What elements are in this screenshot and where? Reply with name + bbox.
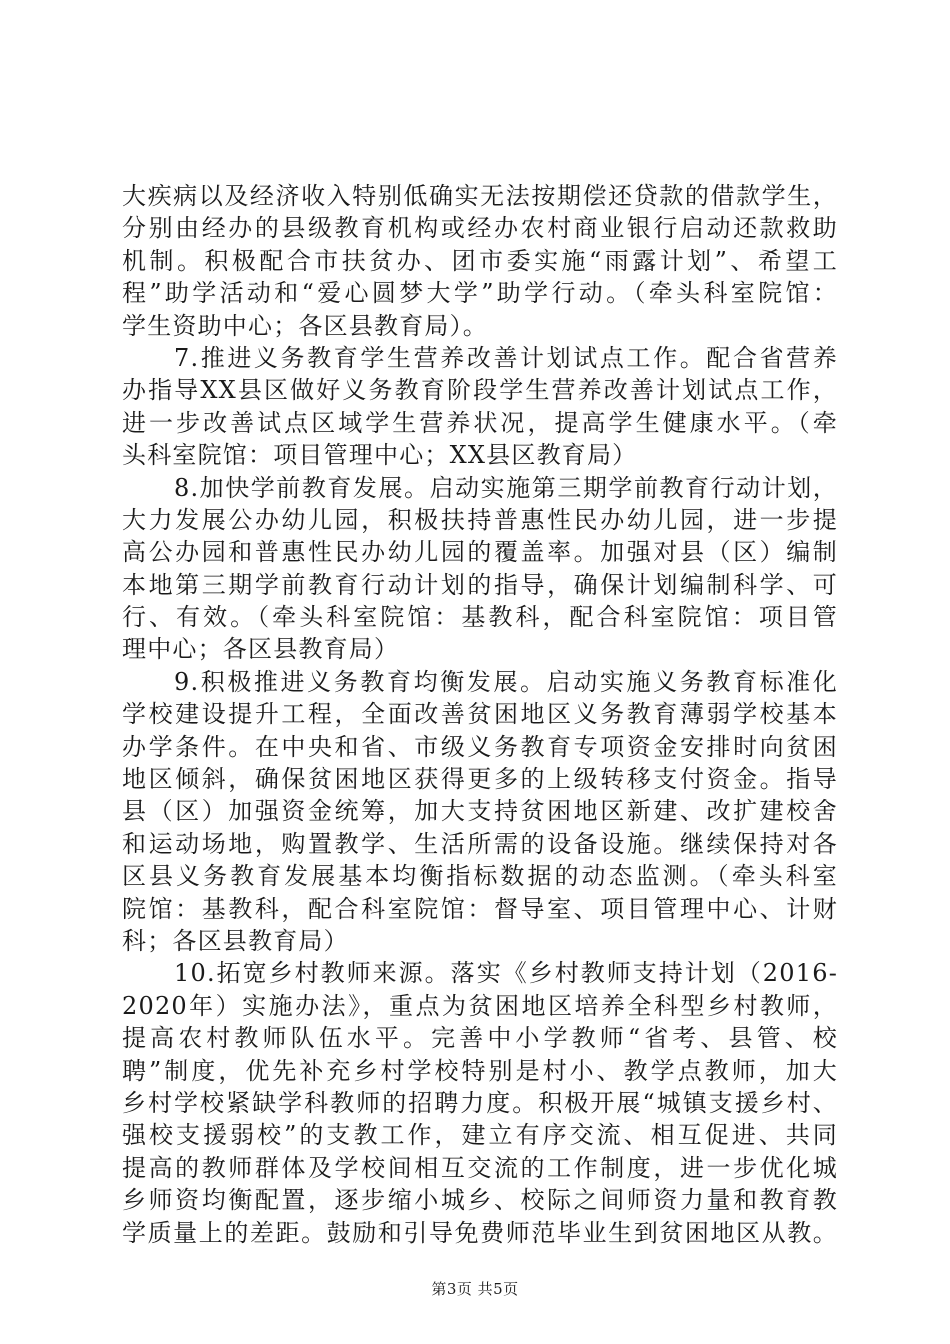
text-line: 和运动场地，购置教学、生活所需的设备设施。继续保持对各 [122,829,838,858]
text-line: 区县义务教育发展基本均衡指标数据的动态监测。（牵头科室 [122,862,838,891]
text-line: 进一步改善试点区域学生营养状况，提高学生健康水平。（牵 [122,408,838,437]
text-line: 学质量上的差距。鼓励和引导免费师范毕业生到贫困地区从教。 [122,1218,838,1247]
text-line: 地区倾斜，确保贫困地区获得更多的上级转移支付资金。指导 [122,765,838,794]
text-line: 提高的教师群体及学校间相互交流的工作制度，进一步优化城 [122,1153,838,1182]
paragraph-8-start: 8.加快学前教育发展。启动实施第三期学前教育行动计划， [174,473,838,502]
page-number: 第3页 共5页 [431,1280,519,1298]
text-line: 乡师资均衡配置，逐步缩小城乡、校际之间师资力量和教育教 [122,1186,838,1215]
text-line: 学校建设提升工程，全面改善贫困地区义务教育薄弱学校基本 [122,700,838,729]
text-line: 办指导XX县区做好义务教育阶段学生营养改善计划试点工作， [122,376,838,405]
text-line: 强校支援弱校”的支教工作，建立有序交流、相互促进、共同 [122,1121,838,1150]
paragraph-9-start: 9.积极推进义务教育均衡发展。启动实施义务教育标准化 [174,667,838,696]
text-line: 科；各区县教育局） [122,926,349,955]
text-line: 提高农村教师队伍水平。完善中小学教师“省考、县管、校 [122,1024,838,1053]
text-line: 2020年）实施办法》，重点为贫困地区培养全科型乡村教师， [122,991,838,1020]
text-line: 乡村学校紧缺学科教师的招聘力度。积极开展“城镇支援乡村、 [122,1088,838,1117]
paragraph-7-start: 7.推进义务教育学生营养改善计划试点工作。配合省营养 [174,343,838,372]
text-line: 头科室院馆：项目管理中心；XX县区教育局） [122,441,638,470]
text-line: 大疾病以及经济收入特别低确实无法按期偿还贷款的借款学生， [122,182,838,210]
text-line: 机制。积极配合市扶贫办、团市委实施“雨露计划”、希望工 [122,246,838,275]
text-line: 院馆：基教科，配合科室院馆：督导室、项目管理中心、计财 [122,894,838,923]
text-line: 本地第三期学前教育行动计划的指导，确保计划编制科学、可 [122,570,838,599]
text-line: 行、有效。（牵头科室院馆：基教科，配合科室院馆：项目管 [122,603,838,632]
text-line: 高公办园和普惠性民办幼儿园的覆盖率。加强对县（区）编制 [122,538,838,567]
text-line: 理中心；各区县教育局） [122,635,400,664]
text-line: 聘”制度，优先补充乡村学校特别是村小、教学点教师，加大 [122,1056,838,1085]
document-body [122,180,838,1249]
text-line: 县（区）加强资金统筹，加大支持贫困地区新建、改扩建校舍 [122,797,838,826]
text-line: 学生资助中心；各区县教育局）。 [122,311,488,340]
text-line: 程”助学活动和“爱心圆梦大学”助学行动。（牵头科室院馆： [122,279,838,308]
paragraph-10-start: 10.拓宽乡村教师来源。落实《乡村教师支持计划（2016- [174,959,838,988]
text-line: 分别由经办的县级教育机构或经办农村商业银行启动还款救助 [122,214,838,243]
text-line: 办学条件。在中央和省、市级义务教育专项资金安排时向贫困 [122,732,838,761]
text-line: 大力发展公办幼儿园，积极扶持普惠性民办幼儿园，进一步提 [122,505,838,534]
